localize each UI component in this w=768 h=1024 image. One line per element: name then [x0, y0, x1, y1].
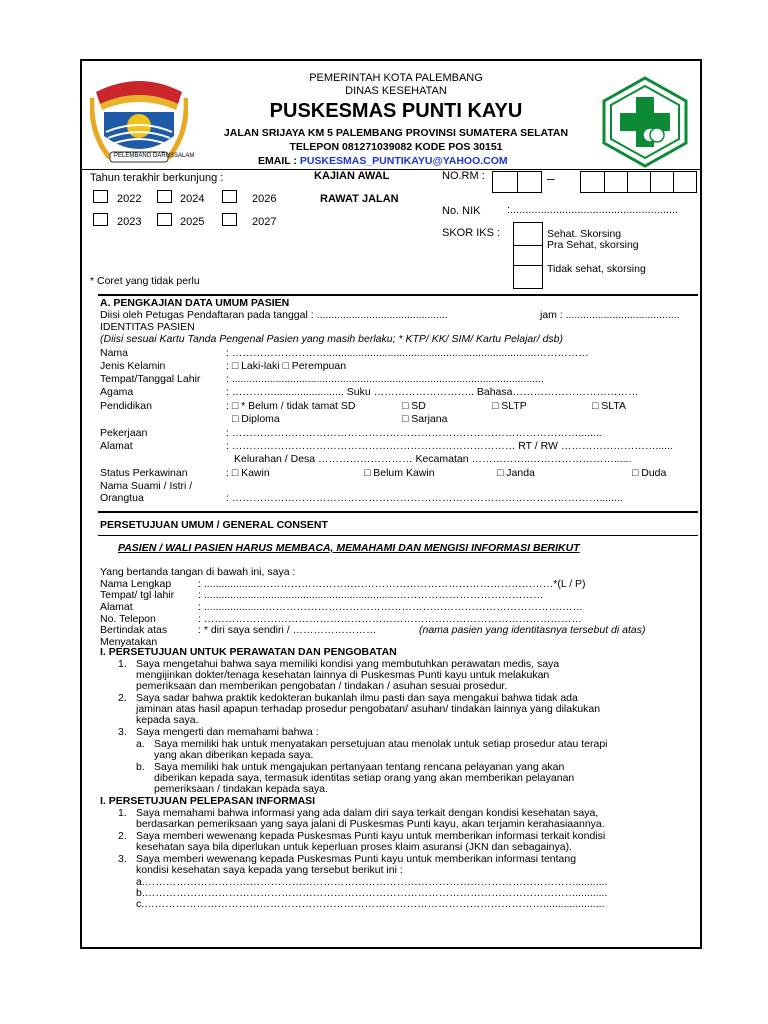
section-divider-2: [98, 511, 698, 513]
health-cross-icon: [598, 75, 692, 169]
recipient-line-b[interactable]: b.……………………………………………………………………………………………………………...........: [136, 887, 608, 899]
header-government: PEMERINTAH KOTA PALEMBANG: [309, 72, 483, 84]
section-divider: [98, 294, 698, 296]
nik-label: No. NIK: [442, 205, 481, 217]
status-option-kawin[interactable]: : □ Kawin: [226, 467, 270, 479]
sec1-item1-line2: mengijinkan dokter/tenaga kesehatan lainnya di Puskesmas Punti kayu untuk melakukan: [136, 669, 550, 681]
year-2024: 2024: [180, 193, 205, 205]
consent-ttl-input[interactable]: : ..................................................................……………………………………: [198, 589, 544, 601]
recipient-line-c[interactable]: c.…………………………………………………………………………………………………….....................: [136, 898, 605, 910]
suami-label-1: Nama Suami / Istri /: [100, 480, 193, 492]
jk-options[interactable]: : □ Laki-laki □ Perempuan: [226, 360, 347, 372]
year-2027: 2027: [252, 216, 277, 228]
header-address: JALAN SRIJAYA KM 5 PALEMBANG PROVINSI SUMATERA SELATAN: [223, 127, 569, 139]
consent-ttl-label: Tempat/ tgl lahir: [100, 589, 175, 601]
pendidikan-option-belum[interactable]: : □ * Belum / tidak tamat SD: [226, 400, 356, 412]
sec1-item1-line1: Saya mengetahui bahwa saya memiliki kondisi yang membutuhkan perawatan medis, saya: [136, 658, 560, 670]
year-2022: 2022: [117, 193, 142, 205]
pendidikan-option-sd[interactable]: □ SD: [402, 400, 426, 412]
checkbox-2026[interactable]: [222, 190, 237, 203]
checkbox-2022[interactable]: [93, 190, 108, 203]
status-option-belum-kawin[interactable]: □ Belum Kawin: [364, 467, 435, 479]
sec2-item3-line2: kondisi kesehatan saya kepada yang tersebut berikut ini :: [136, 864, 403, 876]
pendidikan-option-slta[interactable]: □ SLTA: [592, 400, 626, 412]
page-title: PUSKESMAS PUNTI KAYU: [269, 100, 523, 122]
header-department: DINAS KESEHATAN: [345, 85, 447, 97]
sec1-item1-num: 1.: [118, 658, 127, 670]
consent-alamat-label: Alamat: [100, 601, 133, 613]
pendidikan-option-sarjana[interactable]: □ Sarjana: [402, 413, 448, 425]
sec1-item2-num: 2.: [118, 692, 127, 704]
consent-menyatakan: Menyatakan: [100, 636, 158, 648]
skor-tidaksehat-label: Tidak sehat, skorsing: [547, 263, 646, 275]
checkbox-2027[interactable]: [222, 213, 237, 226]
sec1-item1-line3: pemeriksaan dan memberikan pengobatan / tindakan / asuhan sesuai prosedur.: [136, 680, 508, 692]
sec1-sub-a-line1: Saya memiliki hak untuk menyatakan persetujuan atau menolak untuk setiap prosedur atau terapi: [154, 738, 608, 750]
ttl-input[interactable]: : ...........................................................................................................: [226, 373, 544, 385]
sec1-item2-line3: kepada saya.: [136, 714, 199, 726]
sec2-item2-line1: Saya memberi wewenang kepada Puskesmas Punti kayu untuk memberikan informasi terkait kondisi: [136, 830, 606, 842]
email-link[interactable]: PUSKESMAS_PUNTIKAYU@YAHOO.COM: [299, 155, 508, 167]
sec2-item2-line2: kesehatan saya bila diperlukan untuk keperluan proses klaim asuransi (JKN dan sebagainya).: [136, 841, 573, 853]
sec1-sub-b-line1: Saya memiliki hak untuk mengajukan pertanyaan tentang rencana pelayanan yang akan: [154, 761, 565, 773]
last-visit-label: Tahun terakhir berkunjung :: [90, 172, 224, 184]
kelurahan-input[interactable]: Kelurahan / Desa ……………………… Kecamatan ……………..……………………......: [234, 453, 632, 465]
sec1-sub-b-line3: pemeriksaan / tindakan kepada saya.: [154, 783, 328, 795]
sec2-item3-line1: Saya memberi wewenang kepada Puskesmas Punti kayu untuk memberikan informasi tentang: [136, 853, 577, 865]
pekerjaan-input[interactable]: : ………………………………………………………………………………………........: [226, 427, 602, 439]
sec1-item3-num: 3.: [118, 726, 127, 738]
norm-input-part2[interactable]: [580, 171, 697, 193]
norm-input-part1[interactable]: [492, 171, 542, 193]
nama-label: Nama: [100, 347, 129, 359]
pekerjaan-label: Pekerjaan: [100, 427, 148, 439]
skor-box-tidaksehat[interactable]: [513, 265, 543, 289]
checkbox-2023[interactable]: [93, 213, 108, 226]
sec1-sub-b-letter: b.: [136, 761, 145, 773]
rawat-jalan-label: RAWAT JALAN: [320, 193, 399, 205]
suami-input[interactable]: : ……………………………………………………………………………………………........: [226, 492, 623, 504]
consent-section-2-title: I. PERSETUJUAN PELEPASAN INFORMASI: [100, 795, 316, 807]
email-label: EMAIL :: [258, 155, 300, 167]
suami-label-2: Orangtua: [100, 492, 144, 504]
header-phone: TELEPON 081271039082 KODE POS 30151: [289, 141, 503, 153]
consent-bertindak-note: (nama pasien yang identitasnya tersebut di atas): [419, 624, 646, 636]
sec1-sub-a-line2: yang akan diberikan kepada saya.: [154, 749, 314, 761]
skor-box-prasehat[interactable]: [513, 245, 543, 266]
status-option-duda[interactable]: □ Duda: [632, 467, 667, 479]
identitas-title: IDENTITAS PASIEN: [100, 321, 195, 333]
sec2-item2-num: 2.: [118, 830, 127, 842]
skor-box-sehat[interactable]: [513, 222, 543, 246]
sec1-item2-line1: Saya sadar bahwa praktik kedokteran bukanlah ilmu pasti dan saya mengakui bahwa tidak ada: [136, 692, 578, 704]
nama-input[interactable]: : ………………………........................................................................……………: [226, 347, 589, 359]
norm-separator: –: [547, 170, 555, 186]
skor-prasehat-label: Pra Sehat, skorsing: [547, 239, 639, 251]
checkbox-2024[interactable]: [157, 190, 172, 203]
checkbox-2025[interactable]: [157, 213, 172, 226]
sec1-sub-b-line2: diberikan kepada saya, termasuk identitas setiap orang yang akan memberikan pelayanan: [154, 772, 575, 784]
pendidikan-label: Pendidikan: [100, 400, 152, 412]
jam-line[interactable]: jam : .......................................: [540, 309, 680, 321]
consent-nama-label: Nama Lengkap: [100, 578, 172, 590]
year-2023: 2023: [117, 216, 142, 228]
pendidikan-option-diploma[interactable]: □ Diploma: [232, 413, 280, 425]
logo-banner-text: PELEMBANG DARUSSALAM: [114, 153, 195, 159]
alamat-label: Alamat: [100, 440, 133, 452]
form-page: [80, 59, 702, 949]
status-label: Status Perkawinan: [100, 467, 188, 479]
consent-bertindak-label: Bertindak atas: [100, 624, 168, 636]
consent-alamat-input[interactable]: : .....................………………………………………………………………………….……: [198, 601, 584, 613]
consent-title-divider: [98, 535, 698, 536]
consent-title: PERSETUJUAN UMUM / GENERAL CONSENT: [100, 519, 328, 531]
consent-telp-label: No. Telepon: [100, 613, 156, 625]
jk-label: Jenis Kelamin: [100, 360, 166, 372]
note-coret: * Coret yang tidak perlu: [90, 275, 200, 287]
year-2026: 2026: [252, 193, 277, 205]
alamat-input[interactable]: : ……………………………………………………………………… RT / RW ………………………......: [226, 440, 673, 452]
skor-sehat-label: Sehat. Skorsing: [547, 228, 622, 240]
norm-label: NO.RM :: [442, 170, 485, 182]
skor-label: SKOR IKS :: [442, 227, 501, 239]
kajian-awal-label: KAJIAN AWAL: [314, 170, 390, 182]
pendidikan-option-sltp[interactable]: □ SLTP: [492, 400, 527, 412]
ttl-label: Tempat/Tanggal Lahir: [100, 373, 201, 385]
consent-instruction: PASIEN / WALI PASIEN HARUS MEMBACA, MEMAHAMI DAN MENGISI INFORMASI BERIKUT: [118, 542, 580, 554]
sec2-item1-num: 1.: [118, 807, 127, 819]
nik-input[interactable]: :.......................................................: [507, 204, 679, 216]
consent-bertindak-input[interactable]: : * diri saya sendiri / ……………………: [198, 624, 377, 636]
petugas-line[interactable]: Diisi oleh Petugas Pendaftaran pada tanggal : .............................................: [100, 309, 448, 321]
agama-input[interactable]: : …………........................ Suku ……………………….. Bahasa………………………………: [226, 386, 639, 398]
consent-intro: Yang bertanda tangan di bawah ini, saya :: [100, 566, 296, 578]
section-a-title: A. PENGKAJIAN DATA UMUM PASIEN: [100, 297, 290, 309]
sec2-item1-line1: Saya memahami bahwa informasi yang ada dalam diri saya terkait dengan kondisi kesehatan saya,: [136, 807, 599, 819]
header-email-row: [258, 155, 508, 167]
consent-nama-input[interactable]: : ...................…………………………………………………………………………*(L / P): [198, 578, 586, 590]
sec1-item3-line1: Saya mengerti dan memahami bahwa :: [136, 726, 319, 738]
sec2-item3-num: 3.: [118, 853, 127, 865]
status-option-janda[interactable]: □ Janda: [497, 467, 535, 479]
sec1-item2-line2: jaminan atas hasil apapun terhadap prosedur pengobatan/ asuhan/ tindakan lainnya yang dilakukan: [136, 703, 601, 715]
recipient-line-a[interactable]: a.……………………………………………………………………………………………………………...........: [136, 876, 608, 888]
year-2025: 2025: [180, 216, 205, 228]
identitas-note: (Diisi sesuai Kartu Tanda Pengenal Pasien yang masih berlaku; * KTP/ KK/ SIM/ Kartu Pelajar/ dsb): [100, 333, 564, 345]
sec1-sub-a-letter: a.: [136, 738, 145, 750]
consent-section-1-title: I. PERSETUJUAN UNTUK PERAWATAN DAN PENGOBATAN: [100, 646, 397, 658]
sec2-item1-line2: berdasarkan pemeriksaan yang saya jalani di Puskesmas Punti kayu, akan terjamin kerahasiaannya.: [136, 818, 605, 830]
agama-label: Agama: [100, 386, 134, 398]
consent-telp-input[interactable]: : ………………………………………………………………………………………………: [198, 613, 582, 625]
header-divider: [82, 169, 700, 170]
